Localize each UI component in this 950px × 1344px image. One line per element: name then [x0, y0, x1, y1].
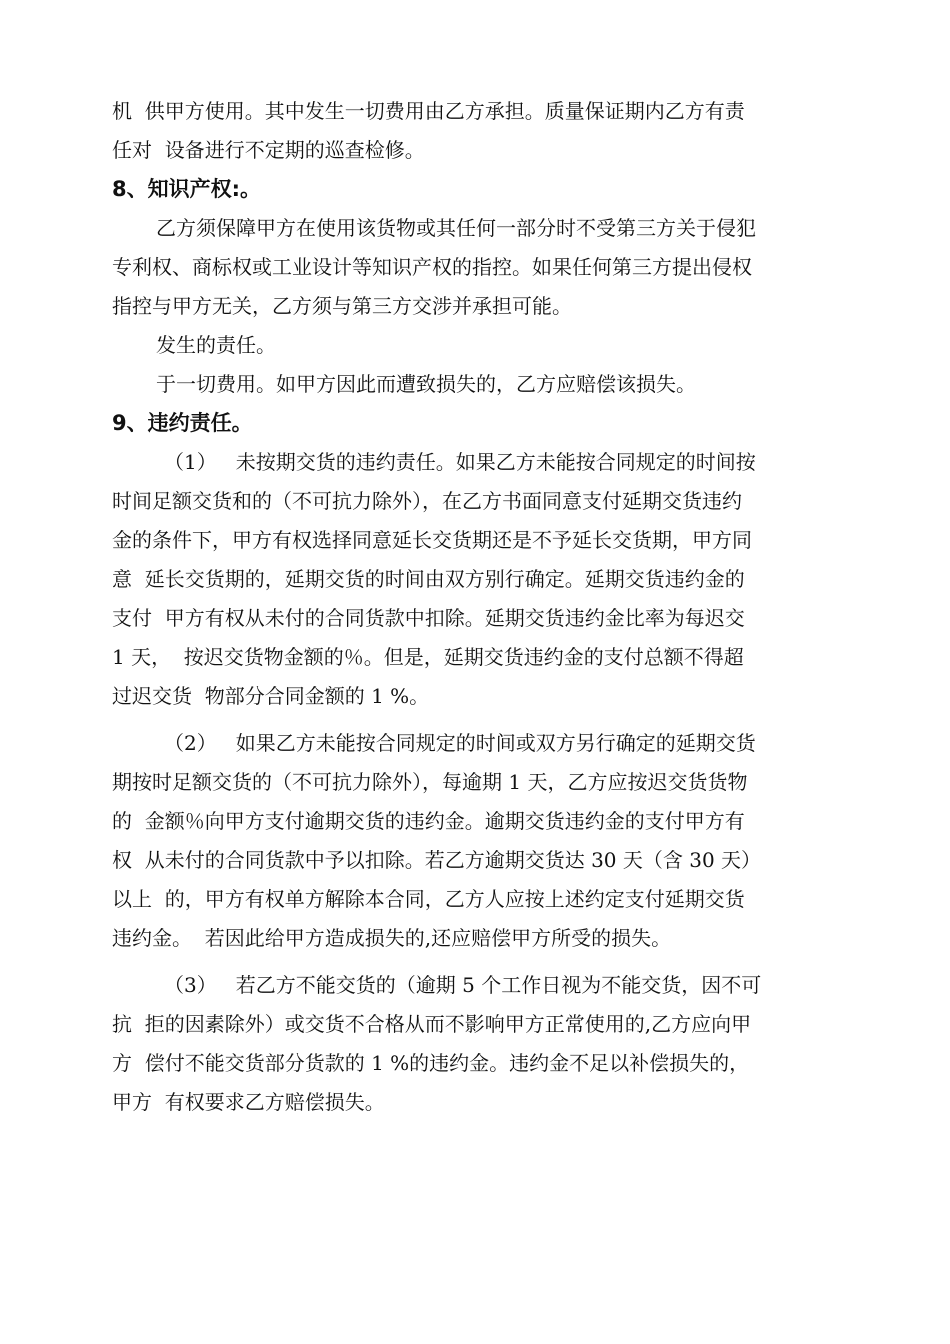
section-9-p1-line-3: 金的条件下，甲方有权选择同意延长交货期还是不予延长交货期，甲方同 [112, 528, 752, 552]
section-9-p2-line-4: 权 从未付的合同货款中予以扣除。若乙方逾期交货达 30 天（含 30 天） [112, 848, 762, 872]
section-9-p1-line-1: （1） 未按期交货的违约责任。如果乙方未能按合同规定的时间按 [164, 450, 756, 474]
section-9-p1-line-7: 过迟交货 物部分合同金额的 1 %。 [112, 684, 430, 708]
section-9-p1-line-5: 支付 甲方有权从未付的合同货款中扣除。延期交货违约金比率为每迟交 [112, 606, 745, 630]
section-8-line-4: 发生的责任。 [156, 333, 276, 357]
section-8-line-1: 乙方须保障甲方在使用该货物或其任何一部分时不受第三方关于侵犯 [156, 216, 756, 240]
section-9-p1-line-6: 1 天， 按迟交货物金额的％。但是，延期交货违约金的支付总额不得超 [112, 645, 744, 669]
section-8-heading: 8、知识产权:。 [112, 177, 262, 201]
section-9-p2-line-1: （2） 如果乙方未能按合同规定的时间或双方另行确定的延期交货 [164, 731, 756, 755]
section-9-p2-line-3: 的 金额％向甲方支付逾期交货的违约金。逾期交货违约金的支付甲方有 [112, 809, 745, 833]
section-9-p3-line-4: 甲方 有权要求乙方赔偿损失。 [112, 1090, 385, 1114]
section-9-p3-line-3: 方 偿付不能交货部分货款的 1 %的违约金。违约金不足以补偿损失的， [112, 1051, 750, 1075]
section-9-p3-line-2: 抗 拒的因素除外）或交货不合格从而不影响甲方正常使用的,乙方应向甲 [112, 1012, 752, 1036]
section-9-p1-line-4: 意 延长交货期的，延期交货的时间由双方别行确定。延期交货违约金的 [112, 567, 745, 591]
section-8-line-2: 专利权、商标权或工业设计等知识产权的指控。如果任何第三方提出侵权 [112, 255, 752, 279]
section-8-line-3: 指控与甲方无关，乙方须与第三方交涉并承担可能。 [112, 294, 572, 318]
section-9-p2-line-5: 以上 的，甲方有权单方解除本合同，乙方人应按上述约定支付延期交货 [112, 887, 745, 911]
intro-line-2: 任对 设备进行不定期的巡查检修。 [112, 138, 425, 162]
document-page [112, 92, 832, 1122]
section-9-heading: 9、违约责任。 [112, 411, 253, 435]
section-9-p3-line-1: （3） 若乙方不能交货的（逾期 5 个工作日视为不能交货，因不可 [164, 973, 762, 997]
section-9-p2-line-6: 违约金。 若因此给甲方造成损失的,还应赔偿甲方所受的损失。 [112, 926, 672, 950]
section-9-p2-line-2: 期按时足额交货的（不可抗力除外），每逾期 1 天，乙方应按迟交货货物 [112, 770, 748, 794]
section-8-line-5: 于一切费用。如甲方因此而遭致损失的，乙方应赔偿该损失。 [156, 372, 696, 396]
intro-line-1: 机 供甲方使用。其中发生一切费用由乙方承担。质量保证期内乙方有责 [112, 99, 745, 123]
section-9-p1-line-2: 时间足额交货和的（不可抗力除外），在乙方书面同意支付延期交货违约 [112, 489, 742, 513]
